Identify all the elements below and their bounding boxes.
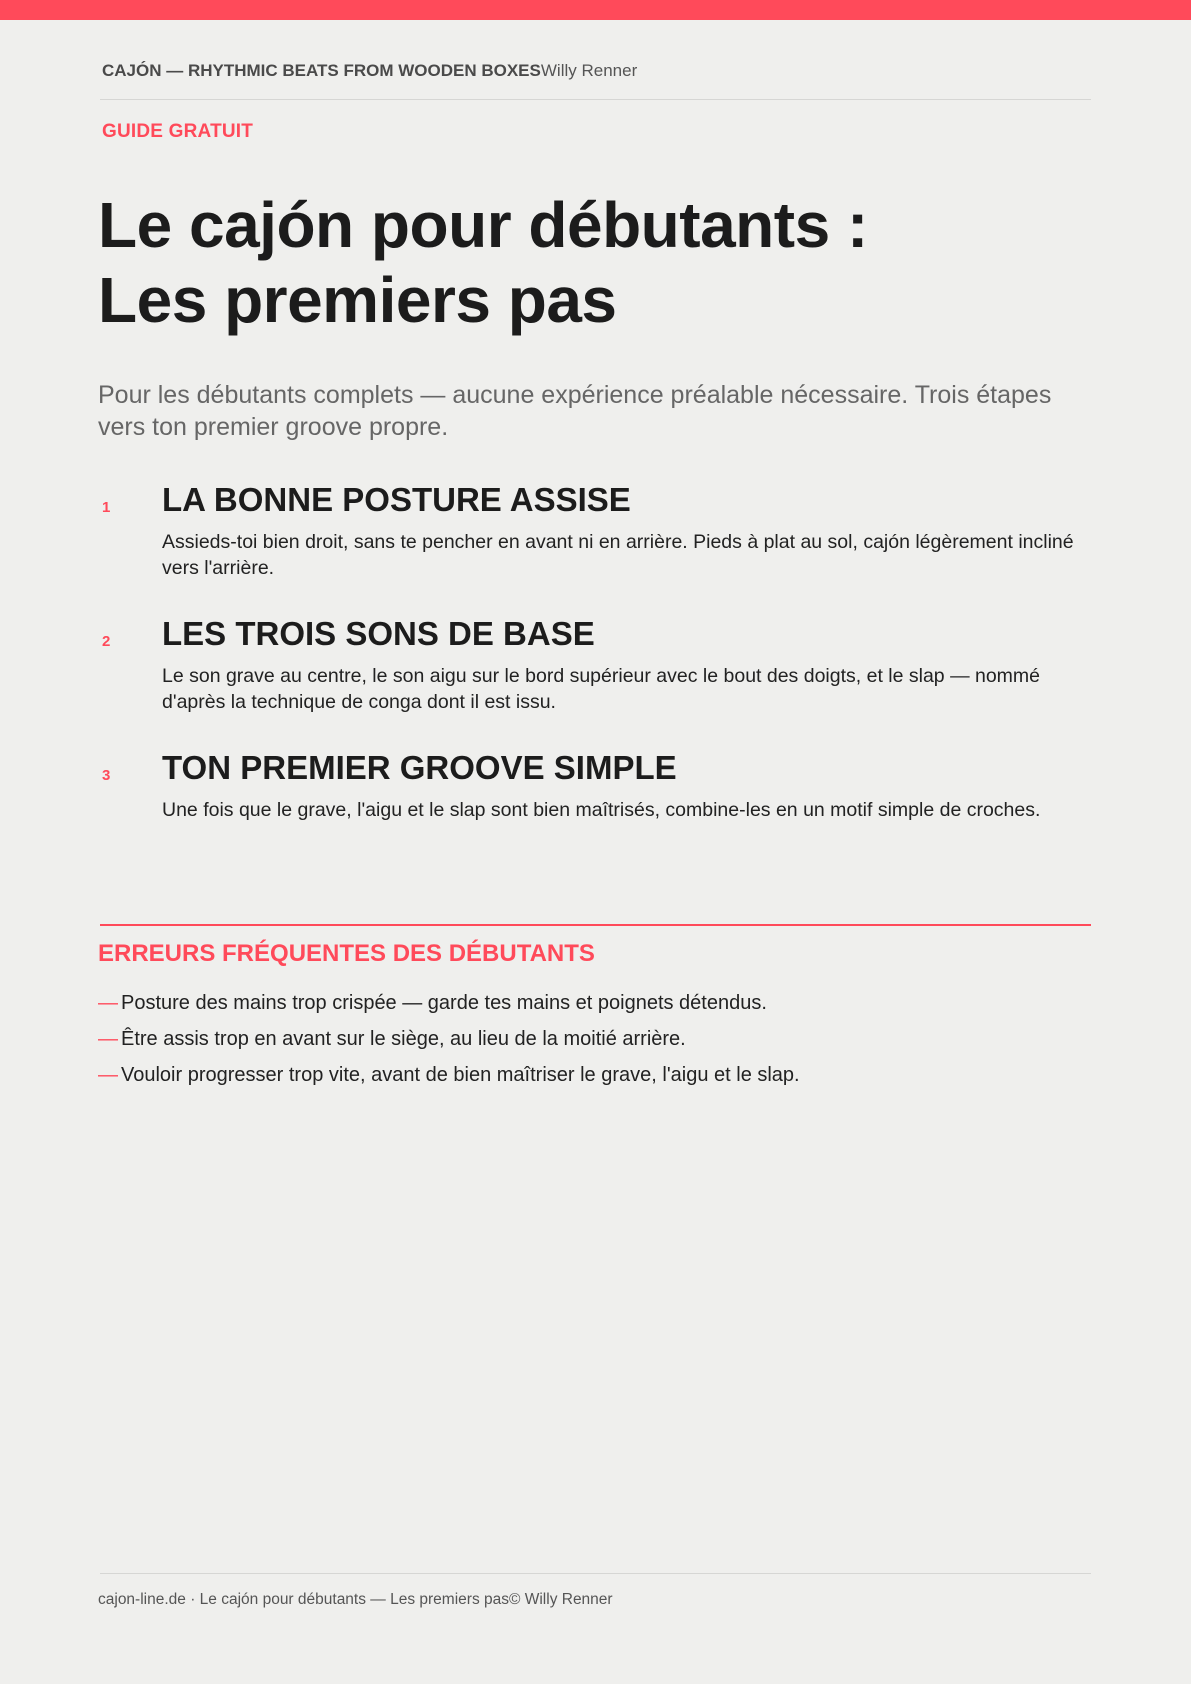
list-item [98,1021,800,1057]
step-title: TON PREMIER GROOVE SIMPLE [162,749,677,786]
dash-bullet: — [98,992,118,1014]
dash-bullet: — [98,1064,118,1086]
list-item [98,985,800,1021]
mistakes-heading: ERREURS FRÉQUENTES DES DÉBUTANTS [98,940,595,967]
eyebrow-label: GUIDE GRATUIT [102,121,254,142]
step-title: LA BONNE POSTURE ASSISE [162,481,631,518]
footer-divider [100,1573,1091,1574]
mistake-text: Vouloir progresser trop vite, avant de bien maîtriser le grave, l'aigu et le slap. [121,1064,800,1086]
page-title-line-1: Le cajón pour débutants : [98,189,868,261]
dash-bullet: — [98,1028,118,1050]
list-item [98,1057,800,1093]
steps-list [98,479,1092,881]
header-brand: CAJÓN — RHYTHMIC BEATS FROM WOODEN BOXES [102,61,541,80]
step-number: 1 [102,499,111,516]
step-title: LES TROIS SONS DE BASE [162,615,595,652]
mistake-text: Être assis trop en avant sur le siège, au lieu de la moitié arrière. [121,1028,686,1050]
step-item [98,613,1092,747]
step-item [98,479,1092,613]
page-title [98,188,868,338]
step-item [98,747,1092,881]
page-header [102,60,637,82]
mistake-text: Posture des mains trop crispée — garde tes mains et poignets détendus. [121,992,767,1014]
header-author: Willy Renner [540,61,638,80]
header-divider [100,99,1091,100]
page-footer [98,1591,613,1609]
step-description: Une fois que le grave, l'aigu et le slap sont bien maîtrisés, combine-les en un motif simple de croches. [162,799,1041,821]
step-number: 2 [102,633,111,650]
mistakes-divider [100,924,1091,926]
step-description: Le son grave au centre, le son aigu sur le bord supérieur avec le bout des doigts, et le slap — nommé d'après la technique de conga dont il est issu. [162,665,1041,713]
top-accent-bar [0,0,1191,20]
page-subtitle: Pour les débutants complets — aucune expérience préalable nécessaire. Trois étapes vers ton premier groove propre. [98,381,1052,441]
footer-copyright: © Willy Renner [509,1591,613,1608]
footer-left-text: cajon-line.de · Le cajón pour débutants — Les premiers pas [98,1591,509,1608]
step-description: Assieds-toi bien droit, sans te pencher en avant ni en arrière. Pieds à plat au sol, cajón légèrement incliné vers l'arrière. [162,531,1074,579]
step-number: 3 [102,767,111,784]
mistakes-list [98,985,800,1093]
page-title-line-2: Les premiers pas [98,264,617,336]
